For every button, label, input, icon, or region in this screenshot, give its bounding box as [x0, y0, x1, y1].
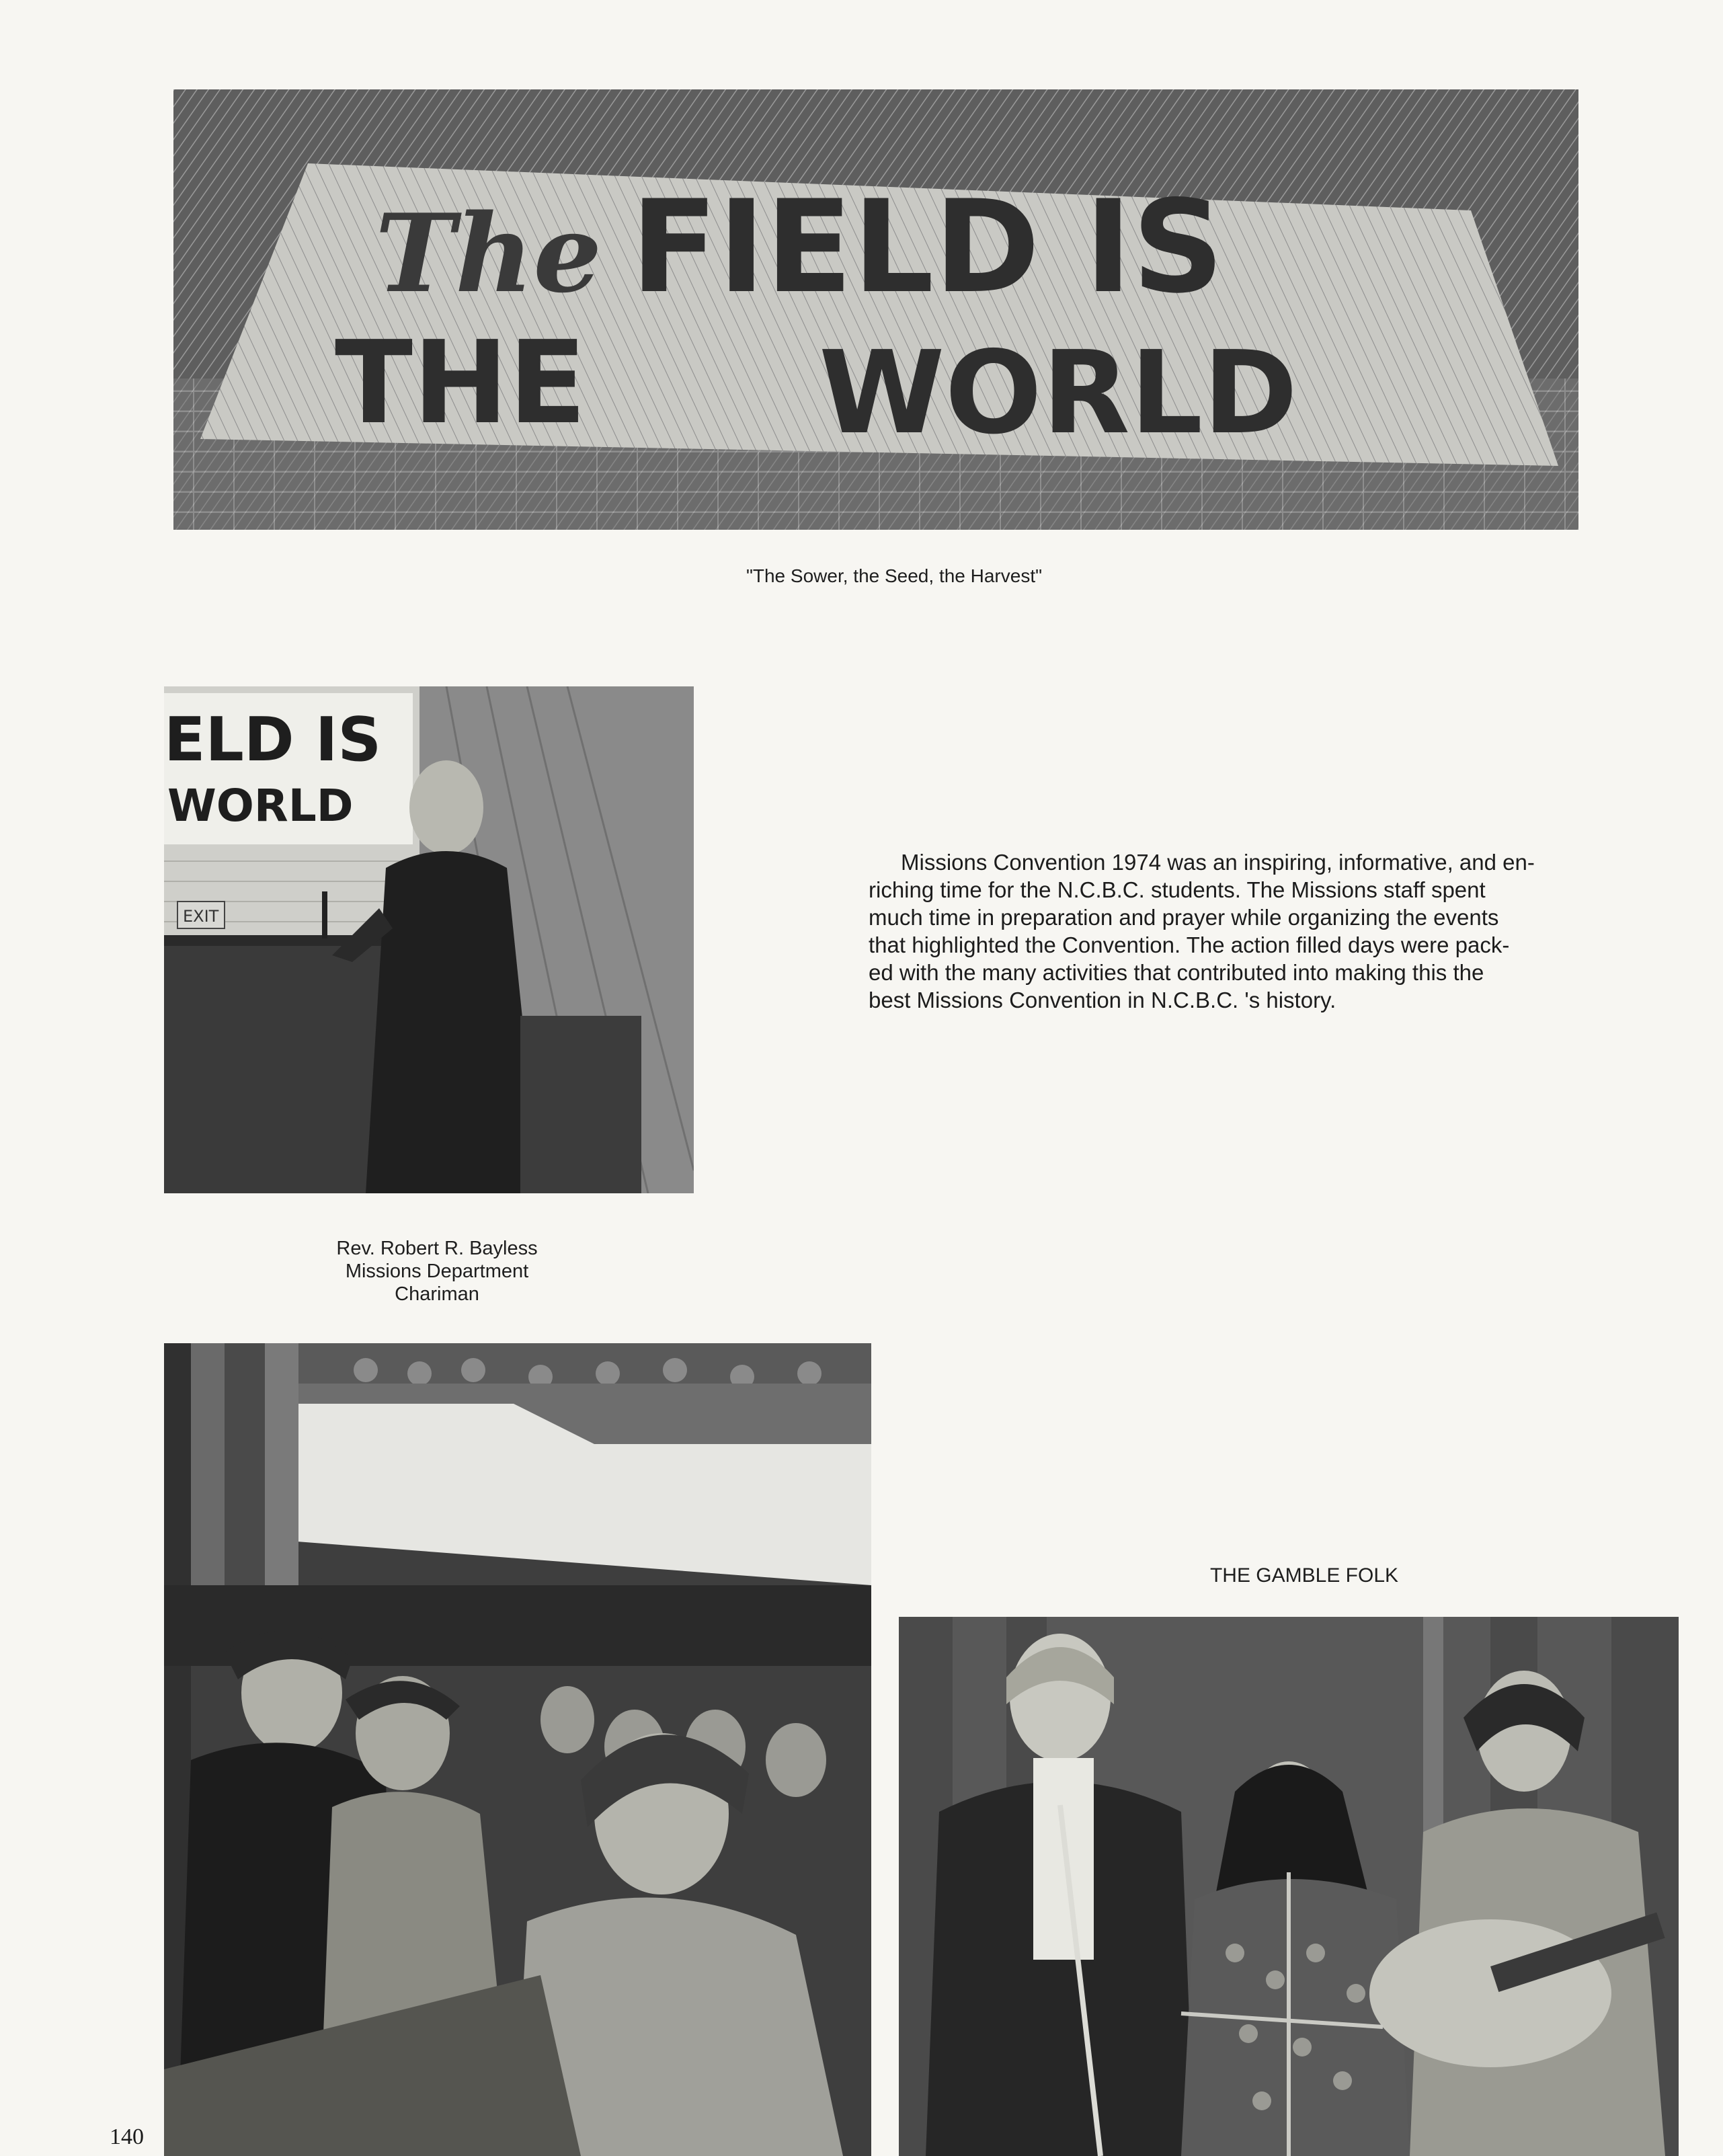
- article-line: riching time for the N.C.B.C. students. The Missions staff spent: [869, 877, 1486, 902]
- folk-photo-image: [899, 1617, 1679, 2156]
- speaker-caption-name: Rev. Robert R. Bayless: [336, 1238, 538, 1259]
- folk-caption: THE GAMBLE FOLK: [1209, 1564, 1399, 1587]
- speaker-caption: [296, 1237, 578, 1306]
- sign-the: THE: [335, 317, 587, 450]
- sign-line2: WORLD: [819, 327, 1298, 460]
- audience-photo-image: [164, 1343, 871, 2156]
- article-line: much time in preparation and prayer while organizing the events: [869, 905, 1499, 930]
- sign-the-script: The: [375, 190, 602, 317]
- article-line: that highlighted the Convention. The action filled days were pack-: [869, 932, 1510, 957]
- sign-line1: FIELD IS: [631, 173, 1224, 321]
- banner-caption: "The Sower, the Seed, the Harvest": [746, 565, 1043, 586]
- speaker-sign-line1: ELD IS: [164, 705, 382, 775]
- article-line: ed with the many activities that contributed into making this the: [869, 960, 1484, 985]
- speaker-sign-line2: WORLD: [167, 780, 354, 832]
- article-line: Missions Convention 1974 was an inspiring, informative, and en-: [901, 850, 1535, 875]
- article-paragraph: [869, 848, 1628, 1014]
- speaker-photo: [164, 686, 694, 1193]
- speaker-photo-image: [164, 686, 694, 1193]
- folk-photo: [899, 1617, 1679, 2156]
- speaker-caption-department: Missions Department: [345, 1261, 529, 1282]
- article-line: best Missions Convention in N.C.B.C. 's history.: [869, 988, 1336, 1012]
- banner-photo-image: [173, 89, 1578, 530]
- speaker-caption-title: Chariman: [395, 1283, 479, 1305]
- page-number: 140: [110, 2124, 144, 2149]
- audience-photo: [164, 1343, 871, 2156]
- exit-sign: EXIT: [183, 907, 219, 926]
- banner-photo: [173, 89, 1578, 530]
